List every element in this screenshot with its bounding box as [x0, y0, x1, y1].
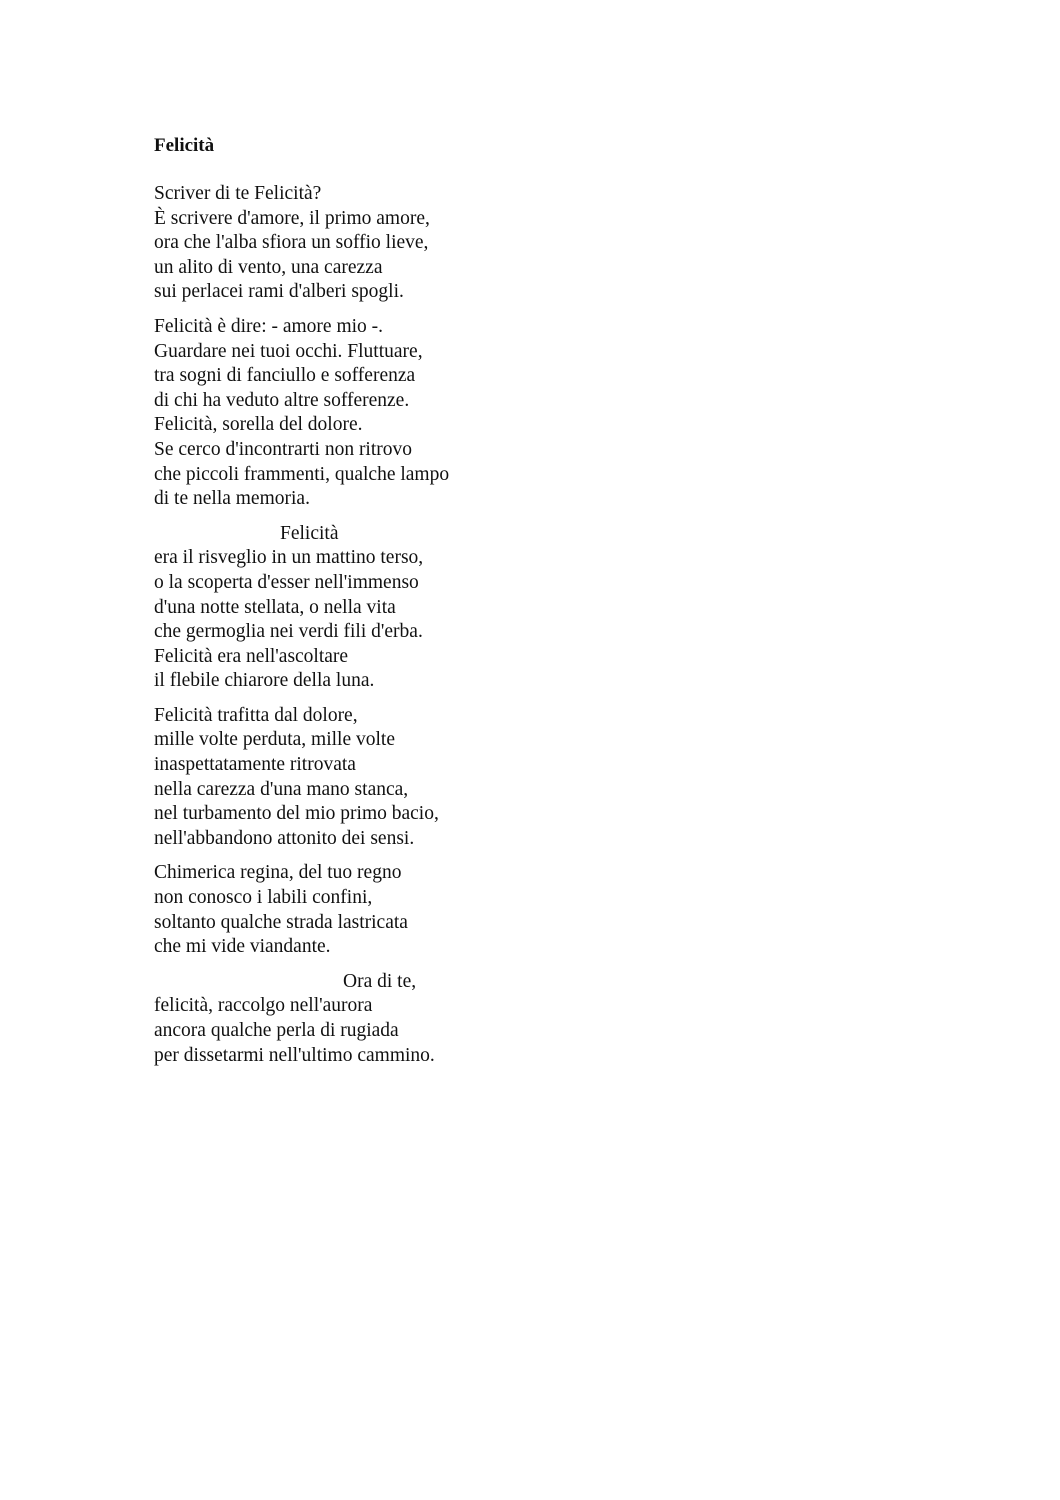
poem-line-indented: Felicità	[280, 522, 339, 544]
poem-line: era il risveglio in un mattino terso,	[154, 547, 424, 569]
poem-line: inaspettatamente ritrovata	[154, 754, 356, 776]
poem-line: sui perlacei rami d'alberi spogli.	[154, 281, 404, 303]
poem-line: Felicità era nell'ascoltare	[154, 645, 349, 667]
poem-line: che mi vide viandante.	[154, 936, 331, 958]
stanza-1	[154, 182, 914, 305]
poem-page	[154, 133, 914, 1078]
poem-line: per dissetarmi nell'ultimo cammino.	[154, 1044, 435, 1066]
poem-line: ancora qualche perla di rugiada	[154, 1020, 399, 1041]
poem-line: mille volte perduta, mille volte	[154, 729, 395, 751]
poem-line: È scrivere d'amore, il primo amore,	[154, 207, 430, 229]
poem-line: Felicità, sorella del dolore.	[154, 414, 363, 436]
poem-line: soltanto qualche strada lastricata	[154, 911, 408, 933]
stanza-3	[154, 522, 914, 694]
poem-line: Se cerco d'incontrarti non ritrovo	[154, 438, 413, 460]
poem-line: Scriver di te Felicità?	[154, 183, 322, 204]
stanza-6	[154, 970, 914, 1068]
poem-line: Felicità trafitta dal dolore,	[154, 704, 358, 726]
poem-line: che piccoli frammenti, qualche lampo	[154, 463, 450, 485]
poem-line: Felicità è dire: - amore mio -.	[154, 315, 384, 337]
poem-line: o la scoperta d'esser nell'immenso	[154, 571, 419, 593]
stanza-4	[154, 704, 914, 852]
poem-line: di te nella memoria.	[154, 488, 310, 510]
poem-line: che germoglia nei verdi fili d'erba.	[154, 621, 423, 643]
poem-line: il flebile chiarore della luna.	[154, 670, 375, 692]
poem-line: nel turbamento del mio primo bacio,	[154, 803, 439, 825]
poem-line: tra sogni di fanciullo e sofferenza	[154, 365, 416, 387]
stanza-2	[154, 315, 914, 512]
poem-line: Chimerica regina, del tuo regno	[154, 862, 402, 884]
poem-line: di chi ha veduto altre sofferenze.	[154, 389, 410, 411]
poem-line-indented: Ora di te,	[343, 970, 417, 992]
poem-line: d'una notte stellata, o nella vita	[154, 596, 396, 618]
poem-line: nella carezza d'una mano stanca,	[154, 778, 409, 800]
poem-title: Felicità	[154, 135, 215, 156]
poem-line: felicità, raccolgo nell'aurora	[154, 995, 373, 1017]
poem-line: non conosco i labili confini,	[154, 887, 373, 909]
stanza-5	[154, 861, 914, 959]
poem-line: Guardare nei tuoi occhi. Fluttuare,	[154, 340, 423, 362]
poem-line: nell'abbandono attonito dei sensi.	[154, 827, 415, 849]
poem-line: ora che l'alba sfiora un soffio lieve,	[154, 232, 429, 254]
poem-line: un alito di vento, una carezza	[154, 256, 383, 278]
